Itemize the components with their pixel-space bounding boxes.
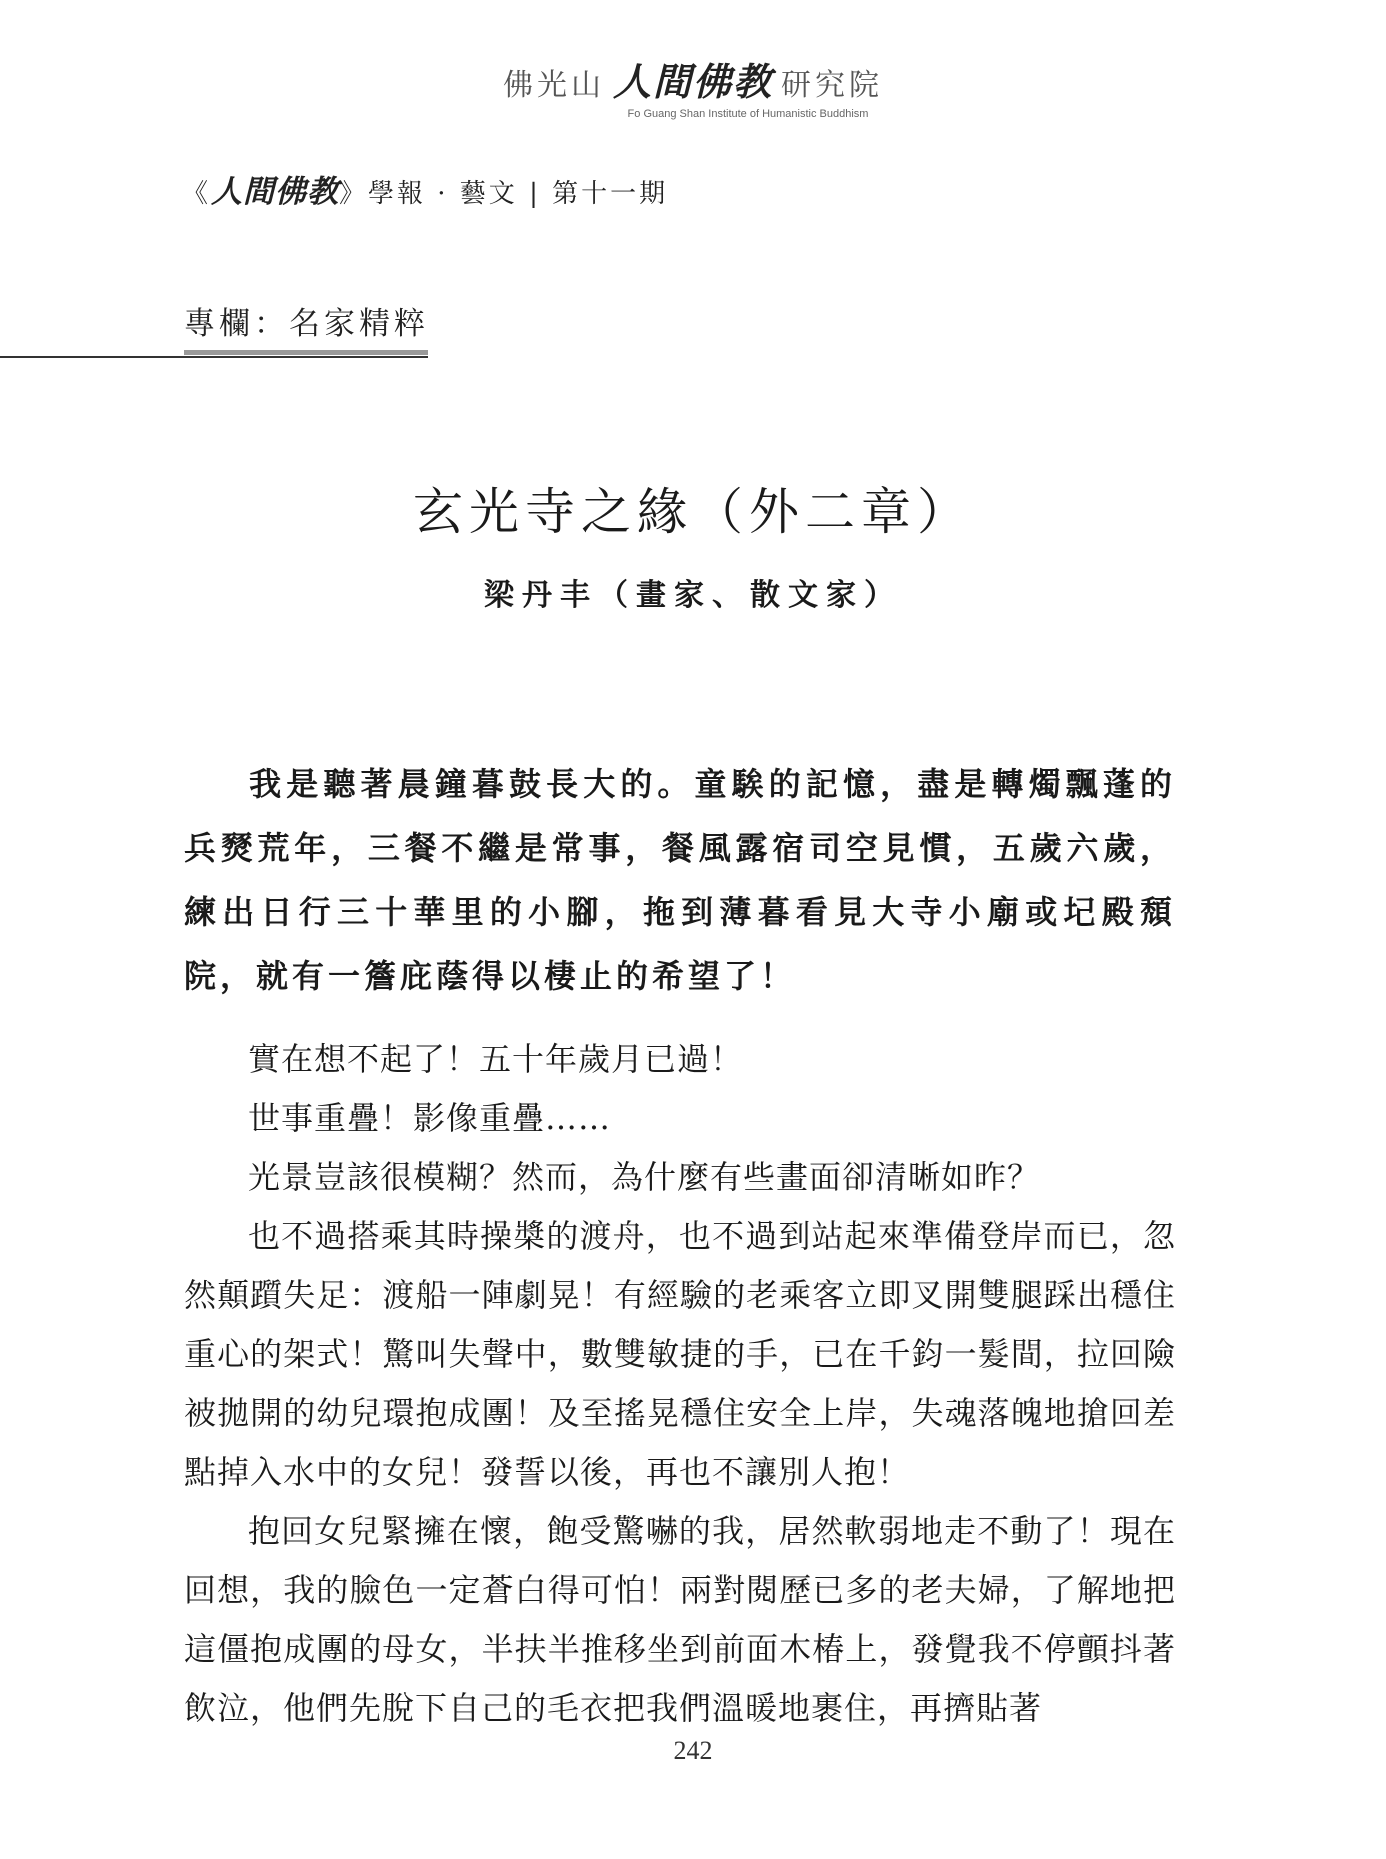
column-heading: 專欄：名家精粹 [184, 306, 429, 342]
body-paragraph: 抱回女兒緊擁在懷，飽受驚嚇的我，居然軟弱地走不動了！現在回想，我的臉色一定蒼白得可怕！兩對閱歷已多的老夫婦，了解地把這僵抱成團的母女，半扶半推移坐到前面木椿上，發覺我不停顫抖著飲泣，他們先脫下自己的毛衣把我們溫暖地裹住，再擠貼著 [184, 1512, 1176, 1727]
institute-english-name: Fo Guang Shan Institute of Humanistic Buddhism [627, 108, 869, 120]
journal-section-issue: 》學報 · 藝文 | 第十一期 [339, 179, 669, 209]
section-divider-rule [0, 356, 428, 358]
article-title: 玄光寺之緣（外二章） [413, 483, 973, 541]
journal-brand-calligraphy: 人間佛教 [211, 174, 340, 210]
body-paragraph: 世事重疊！影像重疊…… [248, 1099, 612, 1137]
article-body [184, 1030, 1176, 1738]
article-author: 梁丹丰（畫家、散文家） [484, 578, 902, 613]
journal-issue-line [182, 166, 668, 211]
institute-name [0, 62, 1386, 106]
body-paragraph: 也不過搭乘其時操槳的渡舟，也不過到站起來準備登岸而已，忽然顛躓失足：渡船一陣劇晃！有經驗的老乘客立即叉開雙腿踩出穩住重心的架式！驚叫失聲中，數雙敏捷的手，已在千鈞一髮間，拉回險被拋開的幼兒環抱成團！及至搖晃穩住安全上岸，失魂落魄地搶回差點掉入水中的女兒！發誓以後，再也不讓別人抱！ [184, 1217, 1176, 1491]
body-paragraph: 光景豈該很模糊？然而，為什麼有些畫面卻清晰如昨？ [248, 1158, 1041, 1196]
column-heading-underline [184, 350, 428, 355]
opening-paragraph [184, 752, 1176, 1008]
institute-suffix: 研究院 [781, 68, 883, 103]
body-paragraph: 實在想不起了！五十年歲月已過！ [248, 1040, 744, 1078]
institute-masthead [0, 62, 1386, 120]
institute-brand-calligraphy: 人間佛教 [612, 60, 773, 104]
page-number: 242 [673, 1736, 713, 1765]
journal-open-quote: 《 [182, 179, 212, 209]
institute-prefix: 佛光山 [502, 68, 605, 103]
opening-paragraph-text: 我是聽著晨鐘暮鼓長大的。童騃的記憶，盡是轉燭飄蓬的兵燹荒年，三餐不繼是常事，餐風露宿司空見慣，五歲六歲，練出日行三十華里的小腳，拖到薄暮看見大寺小廟或圮殿頹院，就有一簷庇蔭得以棲止的希望了！ [184, 765, 1176, 995]
